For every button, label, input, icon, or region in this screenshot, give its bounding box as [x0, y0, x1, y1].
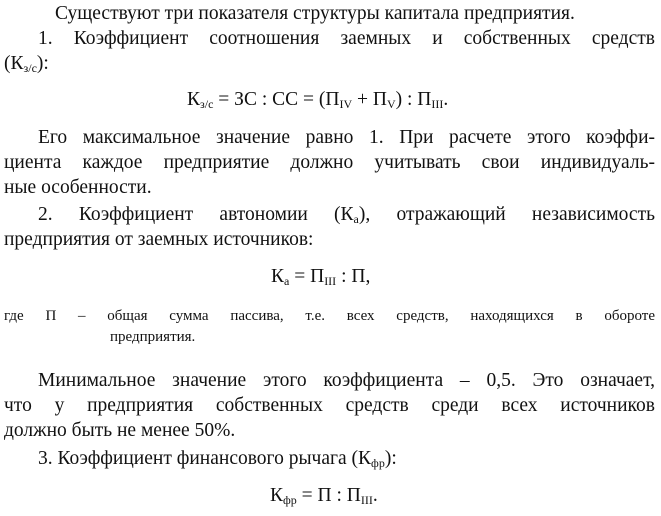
paragraph-min-value-3: должно быть не менее 50%. [4, 420, 236, 441]
formula-financial-leverage: $К_{фр} = П$ : $П_{III}$. [270, 485, 378, 507]
item-2-heading: 2. Коэффициент автономии $(К_а)$, отражающий независимость [38, 204, 655, 226]
item-2-heading-continuation: предприятия от заемных источников: [4, 229, 314, 250]
paragraph-max-value-3: ные особенности. [4, 177, 152, 198]
footnote-where-p: где П – общая сумма пассива, т.е. всех средств, находящихся в обороте [4, 308, 655, 324]
paragraph-min-value-1: Минимальное значение этого коэффициента – 0,5. Это означает, [38, 370, 655, 391]
formula-autonomy-ratio: $К_а = П_{III}$ : П, [271, 266, 371, 288]
paragraph-min-value-2: что у предприятия собственных средств среди всех источников [4, 395, 655, 416]
paragraph-intro: Существуют три показателя структуры капитала предприятия. [55, 3, 575, 24]
item-3-heading: 3. Коэффициент финансового рычага $(К_{фр})$: [38, 448, 397, 470]
paragraph-max-value-1: Его максимальное значение равно 1. При расчете этого коэффи- [38, 127, 655, 148]
item-1-heading-continuation: $(К_{з/с})$: [4, 53, 49, 75]
formula-debt-equity-ratio: $К_{з/с}$ = ЗС : СС = $(П_{IV} + П_V)$ : $П_{III}$. [187, 89, 449, 111]
paragraph-max-value-2: циента каждое предприятие должно учитывать свои индивидуаль- [4, 152, 655, 173]
footnote-where-p-continuation: предприятия. [110, 329, 196, 345]
item-1-heading: 1. Коэффициент соотношения заемных и собственных средств [38, 28, 655, 49]
